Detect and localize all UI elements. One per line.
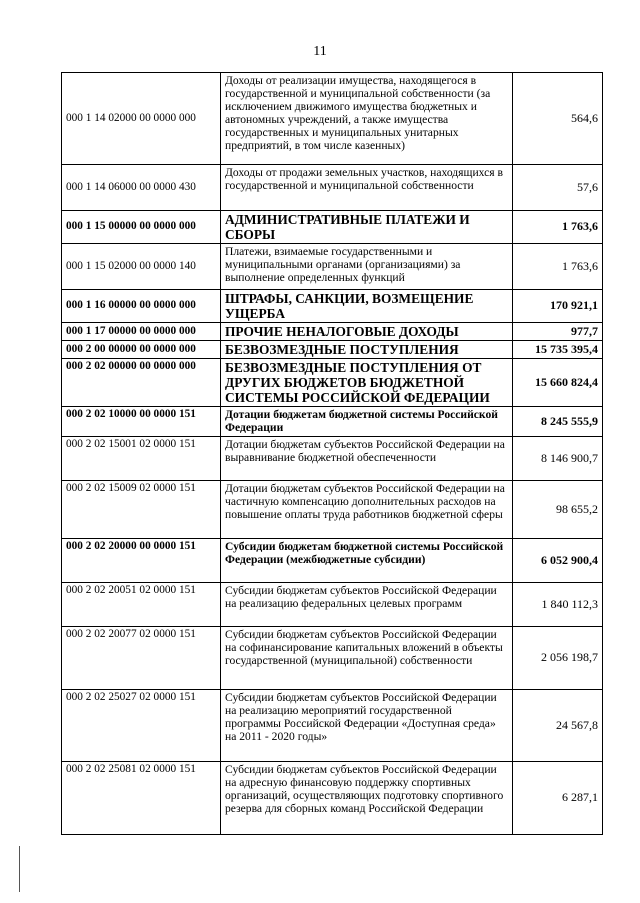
classification-code: 000 1 15 00000 00 0000 000	[62, 211, 221, 244]
classification-code: 000 2 02 15001 02 0000 151	[62, 437, 221, 481]
revenue-description: Субсидии бюджетам бюджетной системы Российской Федерации (межбюджетные субсидии)	[221, 539, 513, 583]
revenue-description: Дотации бюджетам бюджетной системы Российской Федерации	[221, 407, 513, 437]
budget-revenue-table	[61, 72, 603, 835]
revenue-amount: 8 245 555,9	[513, 407, 603, 437]
revenue-amount: 2 056 198,7	[513, 627, 603, 690]
revenue-description: БЕЗВОЗМЕЗДНЫЕ ПОСТУПЛЕНИЯ	[221, 341, 513, 359]
revenue-amount: 57,6	[513, 165, 603, 211]
revenue-amount: 15 660 824,4	[513, 359, 603, 407]
revenue-description: ШТРАФЫ, САНКЦИИ, ВОЗМЕЩЕНИЕ УЩЕРБА	[221, 290, 513, 323]
classification-code: 000 1 14 02000 00 0000 000	[62, 73, 221, 165]
revenue-description: Субсидии бюджетам субъектов Российской Федерации на адресную финансовую поддержку спортивных организаций, осуществляющих подготовку спортивного резерва для сборных команд Российской Федерации	[221, 762, 513, 835]
classification-code: 000 2 02 10000 00 0000 151	[62, 407, 221, 437]
classification-code: 000 1 14 06000 00 0000 430	[62, 165, 221, 211]
table-row-section	[62, 341, 603, 359]
table-row	[62, 437, 603, 481]
revenue-amount: 170 921,1	[513, 290, 603, 323]
revenue-amount: 15 735 395,4	[513, 341, 603, 359]
page-number: 11	[313, 44, 327, 59]
table-row-section	[62, 407, 603, 437]
table-row	[62, 690, 603, 762]
revenue-description: ПРОЧИЕ НЕНАЛОГОВЫЕ ДОХОДЫ	[221, 323, 513, 341]
revenue-amount: 1 763,6	[513, 211, 603, 244]
revenue-description: Дотации бюджетам субъектов Российской Федерации на частичную компенсацию дополнительных расходов на повышение оплаты труда работников бюджетной сферы	[221, 481, 513, 539]
revenue-description: Доходы от продажи земельных участков, находящихся в государственной и муниципальной собственности	[221, 165, 513, 211]
revenue-amount: 564,6	[513, 73, 603, 165]
classification-code: 000 1 15 02000 00 0000 140	[62, 244, 221, 290]
table-row-section	[62, 539, 603, 583]
revenue-amount: 8 146 900,7	[513, 437, 603, 481]
classification-code: 000 2 02 20051 02 0000 151	[62, 583, 221, 627]
revenue-description: Субсидии бюджетам субъектов Российской Федерации на софинансирование капитальных вложений в объекты государственной (муниципальной) собственности	[221, 627, 513, 690]
table-row	[62, 762, 603, 835]
revenue-description: Субсидии бюджетам субъектов Российской Федерации на реализацию федеральных целевых программ	[221, 583, 513, 627]
classification-code: 000 2 00 00000 00 0000 000	[62, 341, 221, 359]
classification-code: 000 1 17 00000 00 0000 000	[62, 323, 221, 341]
table-row	[62, 244, 603, 290]
classification-code: 000 2 02 15009 02 0000 151	[62, 481, 221, 539]
revenue-amount: 24 567,8	[513, 690, 603, 762]
revenue-description: БЕЗВОЗМЕЗДНЫЕ ПОСТУПЛЕНИЯ ОТ ДРУГИХ БЮДЖЕТОВ БЮДЖЕТНОЙ СИСТЕМЫ РОССИЙСКОЙ ФЕДЕРАЦИИ	[221, 359, 513, 407]
revenue-amount: 1 763,6	[513, 244, 603, 290]
table-row-section	[62, 323, 603, 341]
revenue-amount: 6 052 900,4	[513, 539, 603, 583]
revenue-amount: 6 287,1	[513, 762, 603, 835]
revenue-amount: 977,7	[513, 323, 603, 341]
classification-code: 000 1 16 00000 00 0000 000	[62, 290, 221, 323]
table-row	[62, 627, 603, 690]
revenue-description: Дотации бюджетам субъектов Российской Федерации на выравнивание бюджетной обеспеченности	[221, 437, 513, 481]
table-row-section	[62, 211, 603, 244]
revenue-description: Платежи, взимаемые государственными и муниципальными органами (организациями) за выполнение определенных функций	[221, 244, 513, 290]
revenue-description: Субсидии бюджетам субъектов Российской Федерации на реализацию мероприятий государственной программы Российской Федерации «Доступная среда» на 2011 - 2020 годы»	[221, 690, 513, 762]
classification-code: 000 2 02 20077 02 0000 151	[62, 627, 221, 690]
revenue-description: Доходы от реализации имущества, находящегося в государственной и муниципальной собственности (за исключением движимого имущества бюджетных и автономных учреждений, а также имущества государственных и муниципальных унитарных предприятий, в том числе казенных)	[221, 73, 513, 165]
table-row-section	[62, 290, 603, 323]
revenue-amount: 98 655,2	[513, 481, 603, 539]
table-row	[62, 481, 603, 539]
scan-edge-mark	[19, 846, 20, 892]
classification-code: 000 2 02 25081 02 0000 151	[62, 762, 221, 835]
revenue-amount: 1 840 112,3	[513, 583, 603, 627]
classification-code: 000 2 02 25027 02 0000 151	[62, 690, 221, 762]
classification-code: 000 2 02 20000 00 0000 151	[62, 539, 221, 583]
table-row-section	[62, 359, 603, 407]
table-row	[62, 583, 603, 627]
classification-code: 000 2 02 00000 00 0000 000	[62, 359, 221, 407]
revenue-description: АДМИНИСТРАТИВНЫЕ ПЛАТЕЖИ И СБОРЫ	[221, 211, 513, 244]
table-row	[62, 165, 603, 211]
table-row	[62, 73, 603, 165]
